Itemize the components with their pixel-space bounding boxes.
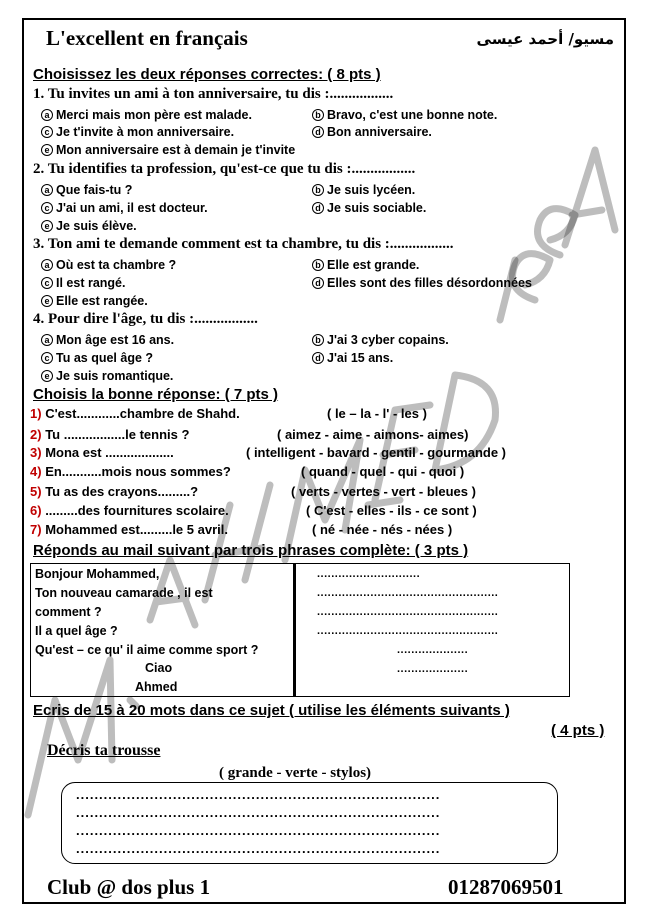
letter-a-icon: a	[41, 334, 53, 346]
letter-e-icon: e	[41, 295, 53, 307]
letter-e-icon: e	[41, 144, 53, 156]
q2-option-a[interactable]: a Que fais-tu ?	[41, 183, 132, 197]
q3-option-d[interactable]: d Elles sont des filles désordonnées	[312, 276, 532, 290]
mail-line: Il a quel âge ?	[35, 624, 118, 638]
section3-heading: Réponds au mail suivant par trois phrases complète: ( 3 pts )	[33, 542, 469, 559]
mail-signature: Ahmed	[135, 680, 178, 694]
answer-line[interactable]: ...................................................	[317, 625, 499, 637]
answer-line[interactable]: ....................	[397, 663, 469, 675]
author-name: مسيو/ أحمد عيسى	[476, 30, 614, 48]
writing-line[interactable]: ...............................................................................	[76, 841, 441, 856]
fill-choices-2: ( aimez - aime - aimons- aimes)	[277, 427, 469, 442]
fill-item-2: 2) Tu .................le tennis ?	[30, 427, 190, 442]
fill-choices-7: ( né - née - nés - nées )	[312, 522, 453, 537]
section4-heading: Ecris de 15 à 20 mots dans ce sujet ( utilise les éléments suivants )	[33, 702, 510, 719]
section1-heading: Choisissez les deux réponses correctes: ( 8 pts )	[33, 66, 381, 83]
fill-choices-3: ( intelligent - bavard - gentil - gourmande )	[246, 445, 507, 460]
answer-line[interactable]: ...................................................	[317, 606, 499, 618]
letter-d-icon: d	[312, 126, 324, 138]
q3-option-a[interactable]: a Où est ta chambre ?	[41, 258, 176, 272]
writing-elements: ( grande - verte - stylos)	[219, 765, 372, 781]
footer-phone: 01287069501	[448, 875, 564, 899]
fill-item-5: 5) Tu as des crayons.........?	[30, 484, 199, 499]
mail-line: comment ?	[35, 605, 102, 619]
q3-option-b[interactable]: b Elle est grande.	[312, 258, 419, 272]
writing-line[interactable]: ...............................................................................	[76, 805, 441, 820]
q2-option-e[interactable]: e Je suis élève.	[41, 219, 137, 233]
mail-line: Ton nouveau camarade , il est	[35, 586, 213, 600]
fill-item-4: 4) En...........mois nous sommes?	[30, 464, 231, 479]
letter-a-icon: a	[41, 184, 53, 196]
writing-line[interactable]: ...............................................................................	[76, 787, 441, 802]
question-1: 1. Tu invites un ami à ton anniversaire, tu dis :.................	[33, 86, 394, 102]
q1-option-d[interactable]: d Bon anniversaire.	[312, 125, 432, 139]
q2-option-d[interactable]: d Je suis sociable.	[312, 201, 426, 215]
section4-points: ( 4 pts )	[551, 722, 605, 739]
letter-a-icon: a	[41, 109, 53, 121]
letter-e-icon: e	[41, 220, 53, 232]
writing-subject: Décris ta trousse	[47, 742, 161, 759]
q2-option-b[interactable]: b Je suis lycéen.	[312, 183, 415, 197]
q3-option-e[interactable]: e Elle est rangée.	[41, 294, 148, 308]
q1-option-e[interactable]: e Mon anniversaire est à demain je t'invite	[41, 143, 295, 157]
q2-option-c[interactable]: c J'ai un ami, il est docteur.	[41, 201, 208, 215]
q4-option-d[interactable]: d J'ai 15 ans.	[312, 351, 393, 365]
fill-choices-5: ( verts - vertes - vert - bleues )	[291, 484, 476, 499]
section2-heading: Choisis la bonne réponse: ( 7 pts )	[33, 386, 279, 403]
mail-line: Qu'est – ce qu' il aime comme sport ?	[35, 643, 259, 657]
letter-d-icon: d	[312, 277, 324, 289]
question-2: 2. Tu identifies ta profession, qu'est-ce que tu dis :.................	[33, 161, 416, 177]
letter-d-icon: d	[312, 352, 324, 364]
question-4: 4. Pour dire l'âge, tu dis :.................	[33, 311, 258, 327]
q1-option-a[interactable]: a Merci mais mon père est malade.	[41, 108, 252, 122]
page-title: L'excellent en français	[46, 26, 248, 50]
mail-line: Bonjour Mohammed,	[35, 567, 160, 581]
footer-club: Club @ dos plus 1	[47, 875, 211, 899]
letter-b-icon: b	[312, 259, 324, 271]
q4-option-a[interactable]: a Mon âge est 16 ans.	[41, 333, 174, 347]
letter-c-icon: c	[41, 202, 53, 214]
answer-line[interactable]: .............................	[317, 568, 421, 580]
letter-e-icon: e	[41, 370, 53, 382]
letter-b-icon: b	[312, 109, 324, 121]
fill-choices-6: ( C'est - elles - ils - ce sont )	[306, 503, 477, 518]
fill-choices-4: ( quand - quel - qui - quoi )	[301, 464, 465, 479]
question-3: 3. Ton ami te demande comment est ta chambre, tu dis :.................	[33, 236, 454, 252]
fill-choices-1: ( le – la - l' - les )	[327, 406, 427, 421]
letter-c-icon: c	[41, 126, 53, 138]
fill-item-1: 1) C'est............chambre de Shahd.	[30, 406, 240, 421]
q3-option-c[interactable]: c Il est rangé.	[41, 276, 125, 290]
q4-option-b[interactable]: b J'ai 3 cyber copains.	[312, 333, 449, 347]
letter-c-icon: c	[41, 277, 53, 289]
writing-line[interactable]: ...............................................................................	[76, 823, 441, 838]
q4-option-c[interactable]: c Tu as quel âge ?	[41, 351, 153, 365]
answer-line[interactable]: ...................................................	[317, 587, 499, 599]
fill-item-7: 7) Mohammed est.........le 5 avril.	[30, 522, 228, 537]
letter-b-icon: b	[312, 334, 324, 346]
q1-option-b[interactable]: b Bravo, c'est une bonne note.	[312, 108, 497, 122]
letter-c-icon: c	[41, 352, 53, 364]
mail-signoff: Ciao	[145, 661, 173, 675]
letter-a-icon: a	[41, 259, 53, 271]
answer-line[interactable]: ....................	[397, 644, 469, 656]
q4-option-e[interactable]: e Je suis romantique.	[41, 369, 173, 383]
q1-option-c[interactable]: c Je t'invite à mon anniversaire.	[41, 125, 234, 139]
fill-item-3: 3) Mona est ...................	[30, 445, 174, 460]
letter-d-icon: d	[312, 202, 324, 214]
letter-b-icon: b	[312, 184, 324, 196]
fill-item-6: 6) .........des fournitures scolaire.	[30, 503, 229, 518]
